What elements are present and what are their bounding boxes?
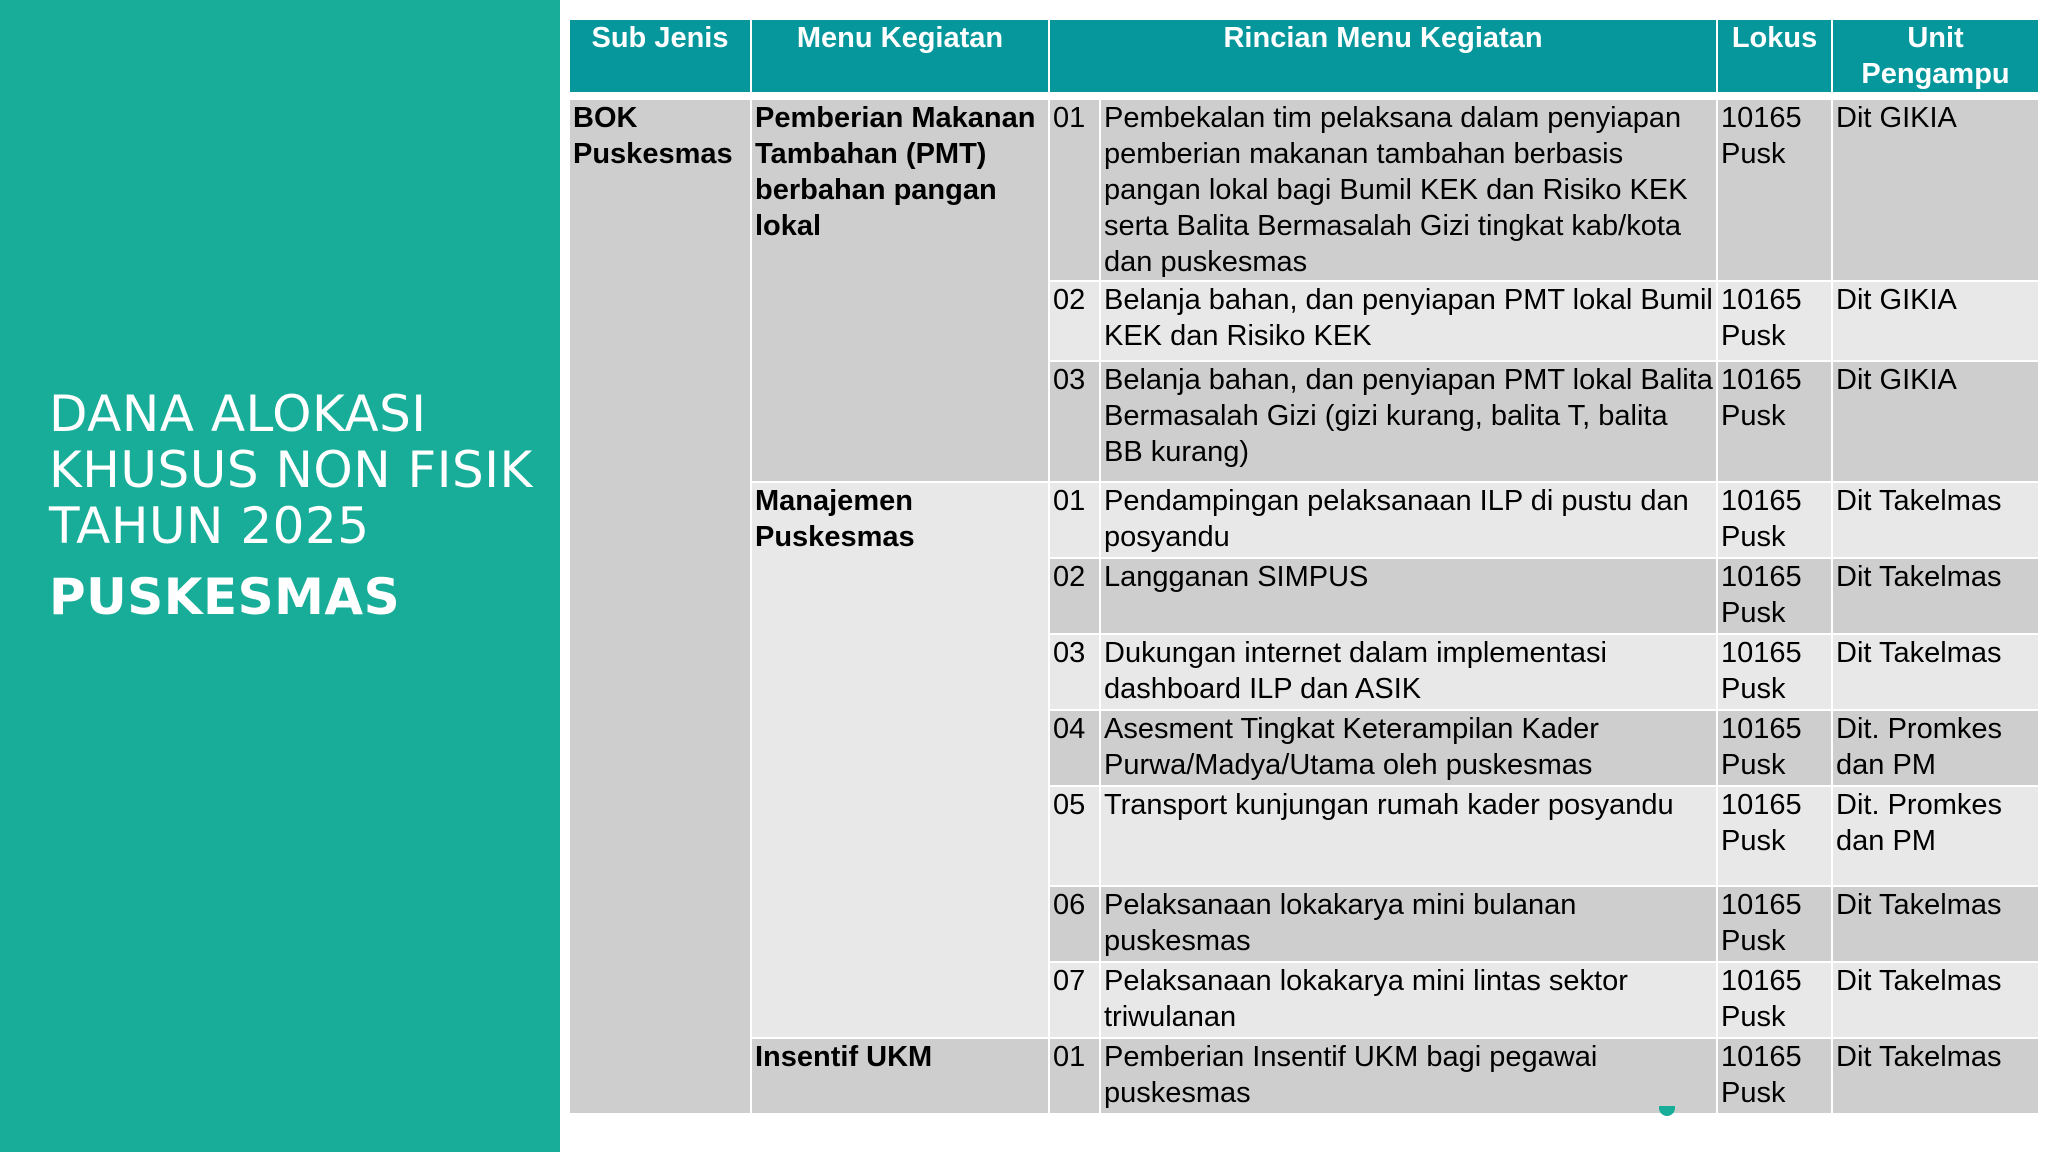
menu-table: [568, 18, 2040, 1115]
row-unit: Dit Takelmas: [1832, 886, 2039, 962]
row-lokus: 10165 Pusk: [1717, 281, 1832, 361]
title-line-1: DANA ALOKASI: [49, 385, 427, 443]
header-lokus: Lokus: [1717, 19, 1832, 96]
row-lokus: 10165 Pusk: [1717, 786, 1832, 886]
subtitle: PUSKESMAS: [49, 568, 401, 626]
row-description: Pembekalan tim pelaksana dalam penyiapan pemberian makanan tambahan berbasis pangan lokal bagi Bumil KEK dan Risiko KEK serta Balita Bermasalah Gizi tingkat kab/kota dan puskesmas: [1100, 96, 1717, 281]
row-number: 01: [1049, 482, 1100, 558]
menu-cell-pmt: Pemberian Makanan Tambahan (PMT) berbahan pangan lokal: [751, 96, 1049, 482]
row-unit: Dit GIKIA: [1832, 96, 2039, 281]
row-number: 02: [1049, 558, 1100, 634]
row-number: 07: [1049, 962, 1100, 1038]
row-number: 03: [1049, 361, 1100, 482]
row-lokus: 10165 Pusk: [1717, 96, 1832, 281]
row-lokus: 10165 Pusk: [1717, 1038, 1832, 1114]
row-description: Belanja bahan, dan penyiapan PMT lokal Bumil KEK dan Risiko KEK: [1100, 281, 1717, 361]
row-unit: Dit GIKIA: [1832, 281, 2039, 361]
row-description: Pelaksanaan lokakarya mini bulanan puskesmas: [1100, 886, 1717, 962]
title-line-3: TAHUN 2025: [49, 497, 370, 555]
row-lokus: 10165 Pusk: [1717, 886, 1832, 962]
row-number: 03: [1049, 634, 1100, 710]
row-number: 01: [1049, 96, 1100, 281]
header-rincian: Rincian Menu Kegiatan: [1049, 19, 1717, 96]
menu-cell-insentif: Insentif UKM: [751, 1038, 1049, 1114]
row-number: 02: [1049, 281, 1100, 361]
header-row: [569, 19, 2039, 96]
row-unit: Dit Takelmas: [1832, 1038, 2039, 1114]
row-unit: Dit Takelmas: [1832, 634, 2039, 710]
sub-jenis-cell: BOK Puskesmas: [569, 96, 751, 1114]
table-row: [569, 1038, 2039, 1114]
row-description: Asesment Tingkat Keterampilan Kader Purwa/Madya/Utama oleh puskesmas: [1100, 710, 1717, 786]
title-block: [49, 386, 549, 626]
row-description: Pelaksanaan lokakarya mini lintas sektor triwulanan: [1100, 962, 1717, 1038]
menu-cell-manajemen: Manajemen Puskesmas: [751, 482, 1049, 1038]
row-lokus: 10165 Pusk: [1717, 710, 1832, 786]
row-description: Langganan SIMPUS: [1100, 558, 1717, 634]
menu-table-container: [568, 18, 2038, 1115]
row-unit: Dit Takelmas: [1832, 482, 2039, 558]
row-number: 04: [1049, 710, 1100, 786]
row-unit: Dit. Promkes dan PM: [1832, 710, 2039, 786]
row-description: Transport kunjungan rumah kader posyandu: [1100, 786, 1717, 886]
row-number: 01: [1049, 1038, 1100, 1114]
table-row: [569, 96, 2039, 281]
row-description: Belanja bahan, dan penyiapan PMT lokal Balita Bermasalah Gizi (gizi kurang, balita T, balita BB kurang): [1100, 361, 1717, 482]
row-number: 05: [1049, 786, 1100, 886]
row-description: Pendampingan pelaksanaan ILP di pustu dan posyandu: [1100, 482, 1717, 558]
row-lokus: 10165 Pusk: [1717, 361, 1832, 482]
row-lokus: 10165 Pusk: [1717, 962, 1832, 1038]
row-description: Dukungan internet dalam implementasi dashboard ILP dan ASIK: [1100, 634, 1717, 710]
header-menu-kegiatan: Menu Kegiatan: [751, 19, 1049, 96]
row-lokus: 10165 Pusk: [1717, 482, 1832, 558]
header-unit-pengampu: Unit Pengampu: [1832, 19, 2039, 96]
row-unit: Dit Takelmas: [1832, 558, 2039, 634]
row-number: 06: [1049, 886, 1100, 962]
row-lokus: 10165 Pusk: [1717, 634, 1832, 710]
row-unit: Dit GIKIA: [1832, 361, 2039, 482]
row-unit: Dit Takelmas: [1832, 962, 2039, 1038]
row-description: Pemberian Insentif UKM bagi pegawai puskesmas: [1100, 1038, 1717, 1114]
title-line-2: KHUSUS NON FISIK: [49, 441, 533, 499]
header-sub-jenis: Sub Jenis: [569, 19, 751, 96]
row-unit: Dit. Promkes dan PM: [1832, 786, 2039, 886]
title-panel: [0, 0, 560, 1152]
row-lokus: 10165 Pusk: [1717, 558, 1832, 634]
table-row: [569, 482, 2039, 558]
